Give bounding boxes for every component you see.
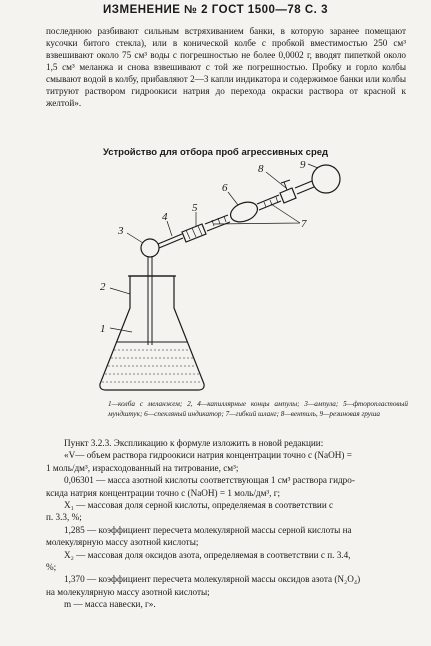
text-line: ксида натрия концентрации точно с (NaOH) = 1 моль/дм³, г; <box>46 487 281 498</box>
label-6: 6 <box>222 182 228 194</box>
label-5: 5 <box>192 202 198 214</box>
text-line: п. 3.3, %; <box>46 512 82 523</box>
text-line: m — масса навески, г». <box>64 599 156 610</box>
text-line: X₁ — массовая доля серной кислоты, определяемая в соответствии с <box>64 500 334 511</box>
label-4: 4 <box>162 211 168 223</box>
label-2: 2 <box>100 281 106 293</box>
text-line: 1,285 — коэффициент пересчета молекулярной массы серной кислоты на <box>64 524 352 535</box>
flexible-hose-1 <box>205 215 230 231</box>
text-line: молекулярную массу азотной кислоты; <box>46 537 199 548</box>
text-line: Пункт 3.2.3. Экспликацию к формуле изложить в новой редакции: <box>64 438 324 448</box>
text-line: X₂ — массовая доля оксидов азота, определяемая в соответствии с п. 3.4, <box>64 549 351 560</box>
valve <box>280 188 296 203</box>
figure-caption: 1—колба с меланжем; 2, 4—капиллярные концы ампулы; 3—ампула; 5—фторопластовый мундштук; 6—спекляный индикатор; 7—гибкий шланг; 8—вентиль, 9—резиновая груша <box>108 400 408 418</box>
section-title: Устройство для отбора проб агрессивных сред <box>102 147 329 158</box>
label-7: 7 <box>301 218 307 230</box>
text-line: 1,370 — коэффициент пересчета молекулярной массы оксидов азота (N₂O₄) <box>64 574 361 585</box>
text-line: %; <box>46 562 57 573</box>
ampoule-bulb <box>141 239 159 257</box>
glass-indicator <box>228 198 261 225</box>
rubber-bulb <box>312 165 340 193</box>
text-line: на молекулярную массу азотной кислоты; <box>46 586 210 597</box>
label-1: 1 <box>100 323 106 335</box>
page-header: ИЗМЕНЕНИЕ № 2 ГОСТ 1500—78 С. 3 <box>103 4 328 16</box>
paragraph-method: последнюю разбивают сильным встряхиванием банки, в которую заранее помещают кусочки битого стекла), или в конической колбе с пробкой вместимостью 250 см³ взвешивают около 75 см³ воды с погрешностью не более 0,0002 г, вводят пипеткой около 1,5 см³ меланжа и снова взвешивают с той же погрешностью. Пробку и горло колбы смывают водой в колбу, прибавляют 2—3 капли индикатора и содержимое банки или колбы титруют раствором гидроокиси натрия до перехода окраски раствора от красной к желтой». <box>46 26 406 108</box>
text-line: 0,06301 — масса азотной кислоты соответствующая 1 см³ раствора гидро- <box>64 475 355 486</box>
sampling-apparatus-diagram <box>0 160 431 398</box>
capillary-upper <box>158 234 182 244</box>
explication-text <box>46 437 408 611</box>
label-8: 8 <box>258 163 264 175</box>
text-line: «V— объем раствора гидроокиси натрия концентрации точно с (NaOH) = <box>64 450 352 461</box>
flexible-hose-2 <box>257 195 281 210</box>
label-3: 3 <box>118 225 124 237</box>
label-9: 9 <box>300 160 306 171</box>
text-line: 1 моль/дм³, израсходованный на титрование, см³; <box>46 462 239 473</box>
